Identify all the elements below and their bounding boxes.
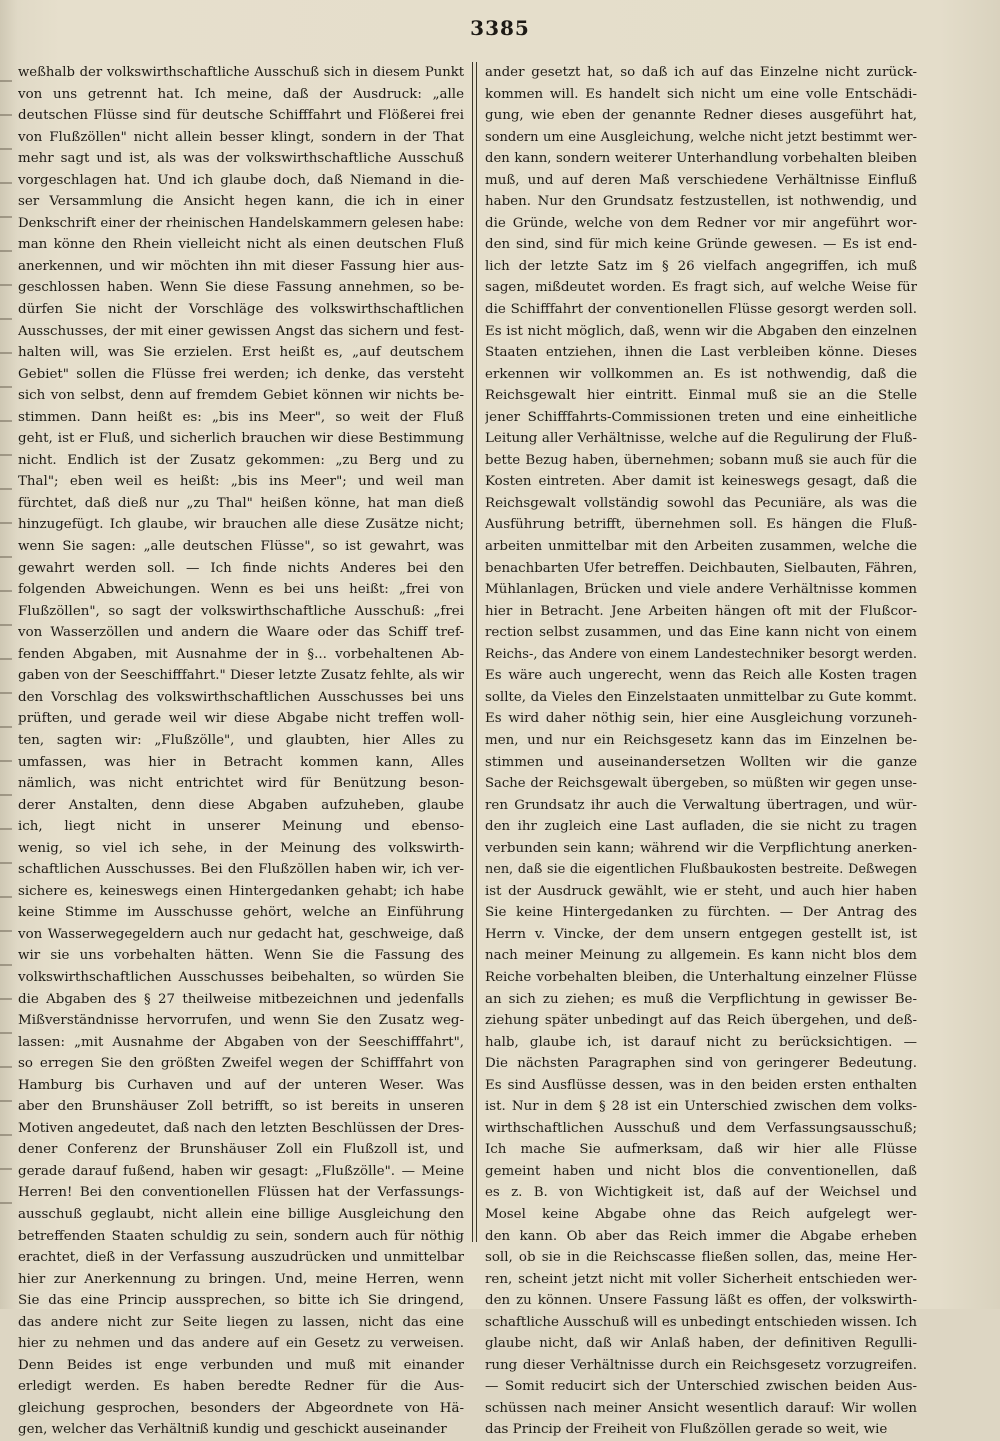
text-line: Es wird daher nöthig sein, hier eine Ausgleichung vorzuneh- <box>485 711 917 727</box>
text-line: den sind, sind für mich keine Gründe gewesen. — Es ist end- <box>485 237 917 253</box>
text-line: glaube nicht, daß wir Anlaß haben, der definitiven Regulli- <box>485 1336 917 1352</box>
text-line: den kann. Ob aber das Reich immer die Abgabe erheben <box>485 1228 917 1244</box>
text-line: Mühlanlagen, Brücken und viele andere Verhältnisse kommen <box>485 582 917 598</box>
text-line: anerkennen, und wir möchten ihn mit dieser Fassung hier aus- <box>18 258 464 274</box>
text-line: Herrn v. Vincke, der dem unsern entgegen gestellt ist, ist <box>485 926 917 942</box>
text-line: den zu können. Unsere Fassung läßt es offen, der volkswirth- <box>485 1293 917 1309</box>
text-line: Thal"; eben weil es heißt: „bis ins Meer"; und weil man <box>18 474 464 490</box>
text-line: weßhalb der volkswirthschaftliche Ausschuß sich in diesem Punkt <box>18 65 464 80</box>
text-line: schaftlichen Ausschusses. Bei den Flußzöllen haben wir, ich ver- <box>18 862 464 878</box>
text-line: lich der letzte Satz im § 26 vielfach angegriffen, ich muß <box>485 258 917 274</box>
text-line: von Wasserzöllen und andern die Waare oder das Schiff tref- <box>18 625 464 641</box>
text-line: — Somit reducirt sich der Unterschied zwischen beiden Aus- <box>485 1379 917 1395</box>
text-line: kommen will. Es handelt sich nicht um eine volle Entschädi- <box>485 86 917 102</box>
text-line: sich von selbst, denn auf fremdem Gebiet können wir nichts be- <box>18 388 464 404</box>
text-line: jener Schifffahrts-Commissionen treten und eine einheitliche <box>485 409 917 425</box>
text-line: nen, daß sie die eigentlichen Flußbaukosten bestreite. Deßwegen <box>485 862 917 878</box>
text-line: ser Versammlung die Ansicht hegen kann, die ich in einer <box>18 194 464 210</box>
text-line: Die nächsten Paragraphen sind von geringerer Bedeutung. <box>485 1056 917 1072</box>
text-line: die Gründe, welche von dem Redner vor mir angeführt wor- <box>485 215 917 231</box>
column-divider <box>476 62 477 1242</box>
text-line: gemeint haben und nicht blos die conventionellen, daß <box>485 1163 917 1179</box>
text-line: den Vorschlag des volkswirthschaftlichen Ausschusses bei uns <box>18 689 464 705</box>
text-line: stimmen und auseinandersetzen Wollten wir die ganze <box>485 754 917 770</box>
text-line: derer Anstalten, denn diese Abgaben aufzuheben, glaube <box>18 797 464 813</box>
text-line: von uns getrennt hat. Ich meine, daß der Ausdruck: „alle <box>18 86 464 102</box>
text-line: nach meiner Meinung zu allgemein. Es kann nicht blos dem <box>485 948 917 964</box>
text-line: schüssen nach meiner Ansicht wesentlich darauf: Wir wollen <box>485 1400 917 1416</box>
text-line: ich, liegt nicht in unserer Meinung und ebenso- <box>18 819 464 835</box>
text-line: deutschen Flüsse sind für deutsche Schifffahrt und Flößerei frei <box>18 108 464 124</box>
text-line: gen, welcher das Verhältniß kundig und geschickt auseinander <box>18 1422 447 1438</box>
text-line: hier zur Anerkennung zu bringen. Und, meine Herren, wenn <box>18 1271 464 1287</box>
text-line: aber den Brunshäuser Zoll betrifft, so ist bereits in unseren <box>18 1099 464 1115</box>
text-line: Denkschrift einer der rheinischen Handelskammern gelesen habe: <box>18 215 464 231</box>
binding-margin <box>0 80 12 1230</box>
text-line: wirthschaftlichen Ausschuß und dem Verfassungsausschuß; <box>485 1120 917 1136</box>
text-line: sagen, mißdeutet worden. Es fragt sich, auf welche Weise für <box>485 280 917 296</box>
text-line: ist der Ausdruck gewählt, wie er steht, und auch hier haben <box>485 883 917 899</box>
text-line: soll, ob sie in die Reichscasse fließen sollen, das, meine Her- <box>485 1250 917 1266</box>
text-line: Mißverständnisse hervorrufen, und wenn Sie den Zusatz weg- <box>18 1013 464 1029</box>
text-line: Ausschusses, der mit einer gewissen Angst das sichern und fest- <box>18 323 464 339</box>
text-line: Mosel keine Abgabe ohne das Reich aufgelegt wer- <box>485 1206 917 1222</box>
text-line: halb, glaube ich, ist darauf nicht zu berücksichtigen. — <box>485 1034 917 1050</box>
page-number: 3385 <box>470 16 530 40</box>
text-line: das Princip der Freiheit von Flußzöllen gerade so weit, wie <box>485 1422 888 1438</box>
text-line: rection selbst zusammen, und das Eine kann nicht von einem <box>485 625 917 641</box>
text-line: die Schifffahrt der conventionellen Flüsse gesorgt werden soll. <box>485 302 917 318</box>
text-line: gerade darauf fußend, haben wir gesagt: „Flußzölle". — Meine <box>18 1163 464 1179</box>
text-line: gewahrt werden soll. — Ich finde nichts Anderes bei den <box>18 560 464 576</box>
text-line: Gebiet" sollen die Flüsse frei werden; ich denke, das versteht <box>18 366 464 382</box>
text-line: man könne den Rhein vielleicht nicht als einen deutschen Fluß <box>18 237 464 253</box>
text-line: benachbarten Ufer betreffen. Deichbauten, Sielbauten, Fähren, <box>485 560 917 576</box>
text-line: ren, scheint jetzt nicht mit voller Sicherheit entschieden wer- <box>485 1271 917 1287</box>
text-line: fürchtet, daß dieß nur „zu Thal" heißen könne, hat man dieß <box>18 495 464 511</box>
text-line: betreffenden Staaten schuldig zu sein, sondern auch für nöthig <box>18 1228 464 1244</box>
text-line: die Abgaben des § 27 theilweise mitbezeichnen und jedenfalls <box>18 991 464 1007</box>
text-line: haben. Nur den Grundsatz festzustellen, ist nothwendig, und <box>485 194 917 210</box>
text-line: gaben von der Seeschifffahrt." Dieser letzte Zusatz fehlte, als wir <box>18 668 464 684</box>
text-line: Herren! Bei den conventionellen Flüssen hat der Verfassungs- <box>18 1185 464 1201</box>
text-line: ren Grundsatz ihr auch die Verwaltung übertragen, und wür- <box>485 797 917 813</box>
text-line: Es wäre auch ungerecht, wenn das Reich alle Kosten tragen <box>485 668 917 684</box>
text-line: gung, wie eben der genannte Redner dieses ausgeführt hat, <box>485 108 917 124</box>
text-line: erledigt werden. Es haben beredte Redner für die Aus- <box>18 1379 464 1395</box>
text-line: Reichsgewalt vollständig sowohl das Pecuniäre, als was die <box>485 495 917 511</box>
text-line: geschlossen haben. Wenn Sie diese Fassung annehmen, so be- <box>18 280 464 296</box>
text-line: lassen: „mit Ausnahme der Abgaben von der Seeschifffahrt", <box>18 1034 464 1050</box>
text-line: halten will, was Sie erzielen. Erst heißt es, „auf deutschem <box>18 345 464 361</box>
text-line: hier in Betracht. Jene Arbeiten hängen oft mit der Flußcor- <box>485 603 917 619</box>
text-line: erachtet, dieß in der Verfassung auszudrücken und unmittelbar <box>18 1250 464 1266</box>
text-line: verbunden sein kann; während wir die Verpflichtung anerken- <box>485 840 917 856</box>
text-line: wir sie uns vorbehalten hätten. Wenn Sie die Fassung des <box>18 948 464 964</box>
text-line: Reiche vorbehalten bleiben, die Unterhaltung einzelner Flüsse <box>485 969 917 985</box>
text-line: nämlich, was nicht entrichtet wird für Benützung beson- <box>18 776 464 792</box>
text-line: Motiven angedeutet, daß nach den letzten Beschlüssen der Dres- <box>18 1120 464 1136</box>
right-column <box>485 62 917 1441</box>
text-line: ausschuß geglaubt, nicht allein eine billige Ausgleichung den <box>18 1206 464 1222</box>
text-line: keine Stimme im Ausschusse gehört, welche an Einführung <box>18 905 464 921</box>
text-line: arbeiten unmittelbar mit den Arbeiten zusammen, welche die <box>485 539 917 555</box>
text-line: rung dieser Verhältnisse durch ein Reichsgesetz vorzugreifen. <box>485 1357 917 1373</box>
text-line: vorgeschlagen hat. Und ich glaube doch, daß Niemand in die- <box>18 172 464 188</box>
text-line: Es sind Ausflüsse dessen, was in den beiden ersten enthalten <box>485 1077 917 1093</box>
text-line: Denn Beides ist enge verbunden und muß mit einander <box>18 1357 464 1373</box>
text-line: ander gesetzt hat, so daß ich auf das Einzelne nicht zurück- <box>485 65 917 80</box>
text-line: nicht. Endlich ist der Zusatz gekommen: „zu Berg und zu <box>18 452 464 468</box>
text-line: schaftliche Ausschuß will es unbedingt entschieden wissen. Ich <box>485 1314 917 1330</box>
text-line: Sie keine Hintergedanken zu fürchten. — Der Antrag des <box>485 905 917 921</box>
text-line: hinzugefügt. Ich glaube, wir brauchen alle diese Zusätze nicht; <box>18 517 464 533</box>
text-line: dürfen Sie nicht der Vorschläge des volkswirthschaftlichen <box>18 302 464 318</box>
text-line: von Wasserwegegeldern auch nur gedacht hat, geschweige, daß <box>18 926 464 942</box>
text-line: Ausführung betrifft, übernehmen soll. Es hängen die Fluß- <box>485 517 917 533</box>
text-line: prüften, und gerade weil wir diese Abgabe nicht treffen woll- <box>18 711 464 727</box>
text-line: umfassen, was hier in Betracht kommen kann, Alles <box>18 754 464 770</box>
text-line: Leitung aller Verhältnisse, welche auf die Regulirung der Fluß- <box>485 431 917 447</box>
text-line: Es ist nicht möglich, daß, wenn wir die Abgaben den einzelnen <box>485 323 917 339</box>
text-line: muß, und auf deren Maß verschiedene Verhältnisse Einfluß <box>485 172 917 188</box>
left-column <box>18 62 464 1441</box>
text-line: Reichsgewalt hier eintritt. Einmal muß sie an die Stelle <box>485 388 917 404</box>
text-line: geht, ist er Fluß, und sicherlich brauchen wir diese Bestimmung <box>18 431 464 447</box>
text-line: Sie das eine Princip aussprechen, so bitte ich Sie dringend, <box>18 1293 464 1309</box>
text-line: sondern um eine Ausgleichung, welche nicht jetzt bestimmt wer- <box>485 129 917 145</box>
text-line: den kann, sondern weiterer Unterhandlung vorbehalten bleiben <box>485 151 917 167</box>
text-line: von Flußzöllen" nicht allein besser klingt, sondern in der That <box>18 129 464 145</box>
text-line: Staaten entziehen, ihnen die Last verbleiben könne. Dieses <box>485 345 917 361</box>
text-line: gleichung gesprochen, besonders der Abgeordnete von Hä- <box>18 1400 464 1416</box>
text-line: Ich mache Sie aufmerksam, daß wir hier alle Flüsse <box>485 1142 917 1158</box>
text-line: Kosten eintreten. Aber damit ist keineswegs gesagt, daß die <box>485 474 917 490</box>
text-line: men, und nur ein Reichsgesetz kann das im Einzelnen be- <box>485 732 917 748</box>
text-line: es z. B. von Wichtigkeit ist, daß auf der Weichsel und <box>485 1185 917 1201</box>
text-line: fenden Abgaben, mit Ausnahme der in §... vorbehaltenen Ab- <box>18 646 464 662</box>
text-line: volkswirthschaftlichen Ausschusses beibehalten, so würden Sie <box>18 969 464 985</box>
text-line: wenn Sie sagen: „alle deutschen Flüsse", so ist gewahrt, was <box>18 539 464 555</box>
text-line: bette Bezug haben, übernehmen; sobann muß sie auch für die <box>485 452 917 468</box>
text-line: stimmen. Dann heißt es: „bis ins Meer", so weit der Fluß <box>18 409 464 425</box>
text-line: sollte, da Vieles den Einzelstaaten unmittelbar zu Gute kommt. <box>485 689 917 705</box>
text-line: erkennen wir vollkommen an. Es ist nothwendig, daß die <box>485 366 917 382</box>
text-line: ten, sagten wir: „Flußzölle", und glaubten, hier Alles zu <box>18 732 464 748</box>
text-line: wenig, so viel ich sehe, in der Meinung des volkswirth- <box>18 840 464 856</box>
column-divider <box>472 62 473 1242</box>
text-line: mehr sagt und ist, als was der volkswirthschaftliche Ausschuß <box>18 151 464 167</box>
text-line: folgenden Abweichungen. Wenn es bei uns heißt: „frei von <box>18 582 464 598</box>
text-line: Flußzöllen", so sagt der volkswirthschaftliche Ausschuß: „frei <box>18 603 464 619</box>
text-line: an sich zu ziehen; es muß die Verpflichtung in gewisser Be- <box>485 991 917 1007</box>
text-line: sichere es, keineswegs einen Hintergedanken gehabt; ich habe <box>18 883 464 899</box>
text-line: so erregen Sie den größten Zweifel wegen der Schifffahrt von <box>18 1056 464 1072</box>
text-line: das andere nicht zur Seite liegen zu lassen, nicht das eine <box>18 1314 464 1330</box>
text-line: Hamburg bis Curhaven und auf der unteren Weser. Was <box>18 1077 464 1093</box>
text-line: Sache der Reichsgewalt übergeben, so müßten wir gegen unse- <box>485 776 917 792</box>
text-line: Reichs-, das Andere von einem Landestechniker besorgt werden. <box>485 646 917 662</box>
text-line: ziehung später unbedingt auf das Reich übergehen, und deß- <box>485 1013 917 1029</box>
text-line: ist. Nur in dem § 28 ist ein Unterschied zwischen dem volks- <box>485 1099 917 1115</box>
text-line: hier zu nehmen und das andere auf ein Gesetz zu verweisen. <box>18 1336 464 1352</box>
text-line: den ihr zugleich eine Last aufladen, die sie nicht zu tragen <box>485 819 917 835</box>
text-line: dener Conferenz der Brunshäuser Zoll ein Flußzoll ist, und <box>18 1142 464 1158</box>
